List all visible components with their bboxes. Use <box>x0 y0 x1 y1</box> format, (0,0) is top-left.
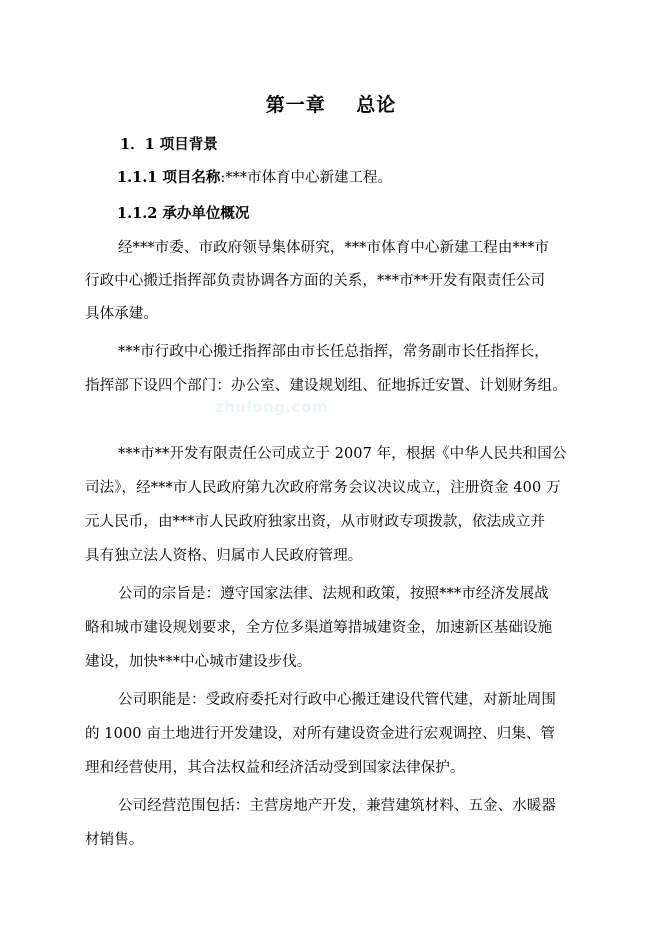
section-heading: 1．1 项目背景 <box>120 136 218 153</box>
watermark: zhulong.com <box>215 398 328 416</box>
paragraph-line: 具体承建。 <box>85 306 158 322</box>
paragraph-line: 经***市委、市政府领导集体研究，***市体育中心新建工程由***市 <box>118 240 550 256</box>
paragraph-line: 公司经营范围包括：主营房地产开发，兼营建筑材料、五金、水暖器 <box>118 798 556 814</box>
subsection-organizer <box>117 202 249 223</box>
subsection-number: 1.1.2 <box>117 205 163 222</box>
chapter-title: 第一章 总论 <box>265 94 397 116</box>
paragraph-line: ***市**开发有限责任公司成立于 2007 年，根据《中华人民共和国公 <box>118 446 567 462</box>
paragraph-line: 公司职能是：受政府委托对行政中心搬迁建设代管代建，对新址周围 <box>118 692 556 708</box>
paragraph-line: 行政中心搬迁指挥部负责协调各方面的关系，***市**开发有限责任公司 <box>85 273 546 289</box>
paragraph-line: 公司的宗旨是：遵守国家法律、法规和政策，按照***市经济发展战 <box>118 586 549 602</box>
paragraph-line: 的 1000 亩土地进行开发建设，对所有建设资金进行宏观调控、归集、管 <box>85 726 556 742</box>
paragraph-line: 元人民币，由***市人民政府独家出资，从市财政专项拨款，依法成立并 <box>85 514 546 530</box>
subsection-label: 承办单位概况 <box>162 205 250 222</box>
paragraph-line: 略和城市建设规划要求，全方位多渠道筹措城建资金，加速新区基础设施 <box>85 620 553 636</box>
paragraph-line: 指挥部下设四个部门：办公室、建设规划组、征地拆迁安置、计划财务组。 <box>85 378 567 394</box>
paragraph-line: 理和经营使用，其合法权益和经济活动受到国家法律保护。 <box>85 760 465 776</box>
subsection-label: 项目名称 <box>162 169 221 186</box>
subsection-text: :***市体育中心新建工程。 <box>220 170 393 186</box>
subsection-project-name <box>117 166 392 187</box>
paragraph-line: 司法》，经***市人民政府第九次政府常务会议决议成立，注册资金 400 万 <box>85 480 561 496</box>
paragraph-line: 具有独立法人资格、归属市人民政府管理。 <box>85 548 363 564</box>
paragraph-line: 材销售。 <box>85 832 144 848</box>
paragraph-line: 建设，加快***中心城市建设步伐。 <box>85 654 312 670</box>
paragraph-line: ***市行政中心搬迁指挥部由市长任总指挥，常务副市长任指挥长， <box>118 344 549 360</box>
subsection-number: 1.1.1 <box>117 169 163 186</box>
